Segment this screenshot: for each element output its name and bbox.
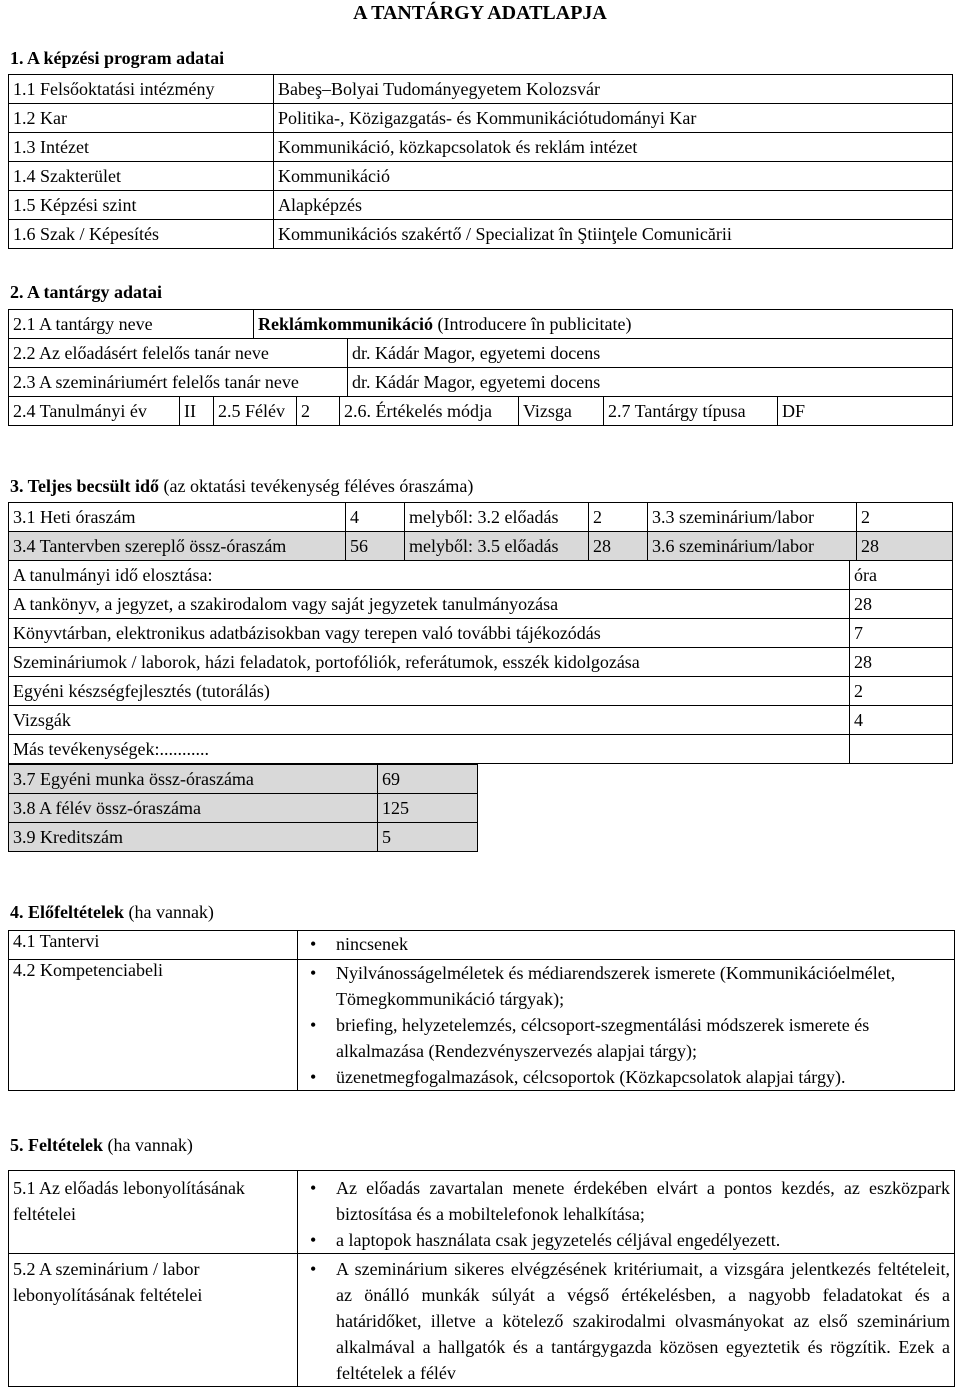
section-5-heading: 5. Feltételek (ha vannak): [10, 1135, 193, 1155]
total-value: 125: [378, 794, 478, 823]
activity-label: Vizsgák: [9, 706, 850, 735]
weekly-seminar-value: 2: [857, 503, 953, 532]
total-hours-label: 3.4 Tantervben szereplő össz-óraszám: [9, 532, 346, 561]
activity-row: [9, 590, 953, 619]
course-meta-table: [8, 396, 953, 426]
program-row: [9, 133, 953, 162]
hours-table: [8, 502, 953, 561]
lecture-conditions-items: [298, 1171, 955, 1254]
total-row: [9, 794, 478, 823]
program-row-label: 1.1 Felsőoktatási intézmény: [9, 75, 274, 104]
program-row: [9, 191, 953, 220]
program-row-value: Politika-, Közigazgatás- és Kommunikációtudományi Kar: [274, 104, 953, 133]
bullet-item: • briefing, helyzetelemzés, célcsoport-szegmentálási módszerek ismerete és alkalmazása (Rendezvényszervezés alapjai tárgy);: [322, 1012, 950, 1064]
activity-hours: 28: [850, 648, 953, 677]
conditions-table: [8, 1170, 955, 1387]
bullet-item: • a laptopok használata csak jegyzetelés céljával engedélyezett.: [322, 1227, 950, 1253]
total-seminar-value: 28: [857, 532, 953, 561]
total-label: 3.8 A félév össz-óraszáma: [9, 794, 378, 823]
program-row: [9, 162, 953, 191]
seminar-conditions-items: [298, 1254, 955, 1387]
total-seminar-label: 3.6 szeminárium/labor: [648, 532, 857, 561]
activity-label: Egyéni készségfejlesztés (tutorálás): [9, 677, 850, 706]
page-title: A TANTÁRGY ADATLAPJA: [353, 2, 607, 24]
activity-hours: [850, 735, 953, 764]
program-row: [9, 75, 953, 104]
activity-label: Könyvtárban, elektronikus adatbázisokban vagy terepen való további tájékozódás: [9, 619, 850, 648]
bullet-item: • A szeminárium sikeres elvégzésének kritériumait, a vizsgára jelentkezés feltételeit, az önálló munkák súlyát a végső értékelésben, a nagyobb feladatokat és a határidőket, illetve a kötelező szakirodalmi olvasmányokat az első szeminárium alkalmával a hallgatók és a tantárgygazda közösen egyeztetik és rögzítik. Ezek a feltételek a félév: [322, 1256, 950, 1386]
activity-hours: 2: [850, 677, 953, 706]
section-2-heading: 2. A tantárgy adatai: [10, 282, 163, 302]
total-lecture-label: melyből: 3.5 előadás: [405, 532, 589, 561]
prereq-competence-items: [298, 960, 955, 1091]
bullet-item: • Az előadás zavartalan menete érdekében elvárt a pontos kezdés, az eszközpark biztosítása és a mobiltelefonok lehalkítása;: [322, 1175, 950, 1227]
activity-hours: 7: [850, 619, 953, 648]
program-row-label: 1.4 Szakterület: [9, 162, 274, 191]
weekly-seminar-label: 3.3 szeminárium/labor: [648, 503, 857, 532]
seminar-teacher-label: 2.3 A szemináriumért felelős tanár neve: [9, 368, 348, 397]
program-row-value: Alapképzés: [274, 191, 953, 220]
program-row-label: 1.5 Képzési szint: [9, 191, 274, 220]
section-1-heading: 1. A képzési program adatai: [10, 48, 225, 68]
bullet-item: • nincsenek: [322, 931, 950, 957]
year-value: II: [180, 397, 214, 426]
seminar-conditions-label: 5.2 A szeminárium / labor lebonyolításának feltételei: [9, 1254, 298, 1387]
program-row-label: 1.2 Kar: [9, 104, 274, 133]
weekly-hours-label: 3.1 Heti óraszám: [9, 503, 346, 532]
bullet-item: • Nyilvánosságelméletek és médiarendszerek ismerete (Kommunikációelmélet, Tömegkommunikáció tárgyak);: [322, 960, 950, 1012]
activity-label: A tankönyv, a jegyzet, a szakirodalom vagy saját jegyzetek tanulmányozása: [9, 590, 850, 619]
program-row-value: Kommunikáció: [274, 162, 953, 191]
program-row-value: Kommunikációs szakértő / Specializat în Ştiinţele Comunicării: [274, 220, 953, 249]
activity-row: [9, 648, 953, 677]
course-data-table: [8, 309, 953, 339]
bullet-item: • üzenetmegfogalmazások, célcsoportok (Közkapcsolatok alapjai tárgy).: [322, 1064, 950, 1090]
total-value: 69: [378, 765, 478, 794]
activity-row: [9, 619, 953, 648]
course-teachers-table: [8, 338, 953, 397]
lecture-teacher-label: 2.2 Az előadásért felelős tanár neve: [9, 339, 348, 368]
eval-label: 2.6. Értékelés módja: [340, 397, 519, 426]
total-label: 3.9 Kreditszám: [9, 823, 378, 852]
prereq-curricular-label: 4.1 Tantervi: [9, 931, 298, 960]
weekly-lecture-value: 2: [589, 503, 648, 532]
type-label: 2.7 Tantárgy típusa: [604, 397, 778, 426]
seminar-teacher-value: dr. Kádár Magor, egyetemi docens: [348, 368, 953, 397]
program-row-label: 1.3 Intézet: [9, 133, 274, 162]
total-label: 3.7 Egyéni munka össz-óraszáma: [9, 765, 378, 794]
program-row: [9, 104, 953, 133]
activity-row: [9, 735, 953, 764]
total-row: [9, 823, 478, 852]
eval-value: Vizsga: [519, 397, 604, 426]
weekly-lecture-label: melyből: 3.2 előadás: [405, 503, 589, 532]
activity-row: [9, 706, 953, 735]
program-row-value: Babeş–Bolyai Tudományegyetem Kolozsvár: [274, 75, 953, 104]
program-data-table: [8, 74, 953, 249]
activity-hours: 28: [850, 590, 953, 619]
total-lecture-value: 28: [589, 532, 648, 561]
program-row-label: 1.6 Szak / Képesítés: [9, 220, 274, 249]
prereq-curricular-items: [298, 931, 955, 960]
section-3-heading: 3. Teljes becsült idő (az oktatási tevékenység féléves óraszáma): [10, 476, 474, 496]
type-value: DF: [778, 397, 953, 426]
term-value: 2: [297, 397, 340, 426]
totals-table: [8, 764, 478, 852]
course-name-value: Reklámkommunikáció (Introducere în publicitate): [254, 310, 953, 339]
activity-hours: 4: [850, 706, 953, 735]
lecture-teacher-value: dr. Kádár Magor, egyetemi docens: [348, 339, 953, 368]
course-name-label: 2.1 A tantárgy neve: [9, 310, 254, 339]
time-distribution-table: [8, 560, 953, 764]
total-row: [9, 765, 478, 794]
total-hours-value: 56: [346, 532, 405, 561]
program-row-value: Kommunikáció, közkapcsolatok és reklám intézet: [274, 133, 953, 162]
activity-label: Szemináriumok / laborok, házi feladatok, portofóliók, referátumok, esszék kidolgozása: [9, 648, 850, 677]
year-label: 2.4 Tanulmányi év: [9, 397, 180, 426]
term-label: 2.5 Félév: [214, 397, 297, 426]
distribution-unit: óra: [850, 561, 953, 590]
prerequisites-table: [8, 930, 955, 1091]
lecture-conditions-label: 5.1 Az előadás lebonyolításának feltételei: [9, 1171, 298, 1254]
program-row: [9, 220, 953, 249]
weekly-hours-value: 4: [346, 503, 405, 532]
prereq-competence-label: 4.2 Kompetenciabeli: [9, 960, 298, 1091]
activity-row: [9, 677, 953, 706]
total-value: 5: [378, 823, 478, 852]
activity-label: Más tevékenységek:...........: [9, 735, 850, 764]
section-4-heading: 4. Előfeltételek (ha vannak): [10, 902, 214, 922]
distribution-label: A tanulmányi idő elosztása:: [9, 561, 850, 590]
